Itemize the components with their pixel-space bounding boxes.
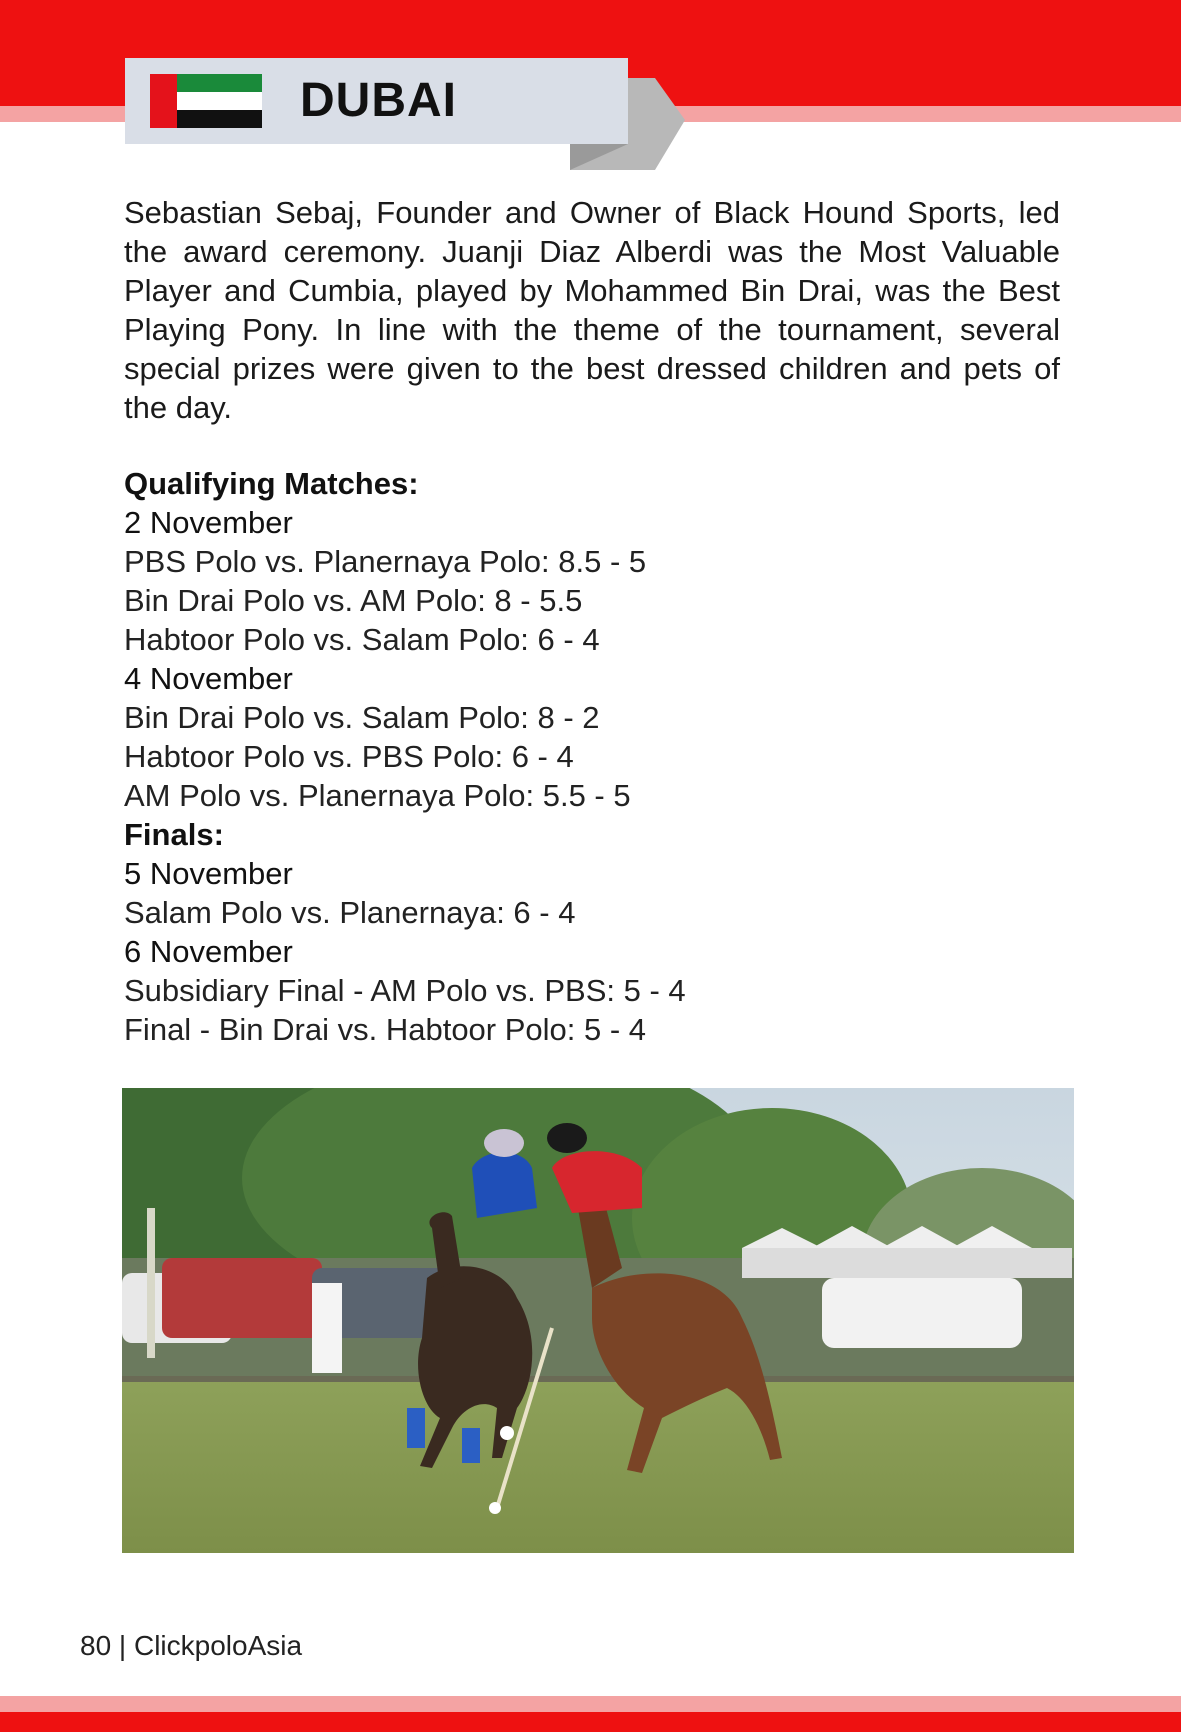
section-heading-finals: Finals:	[124, 817, 224, 852]
match-result: Final - Bin Drai vs. Habtoor Polo: 5 - 4	[124, 1012, 647, 1047]
match-result: PBS Polo vs. Planernaya Polo: 8.5 - 5	[124, 544, 647, 579]
match-result: Habtoor Polo vs. Salam Polo: 6 - 4	[124, 622, 600, 657]
match-result: Bin Drai Polo vs. Salam Polo: 8 - 2	[124, 700, 600, 735]
results-list	[124, 464, 1060, 1049]
match-date: 4 November	[124, 661, 293, 696]
intro-paragraph: Sebastian Sebaj, Founder and Owner of Black Hound Sports, led the award ceremony. Juanji Diaz Alberdi was the Most Valuable Player and Cumbia, played by Mohammed Bin Drai, was the Best Playing Pony. In line with the theme of the tournament, several special prizes were given to the best dressed children and pets of the day.	[124, 195, 1060, 425]
article-body	[124, 193, 1060, 1049]
footer-pink-stripe	[0, 1696, 1181, 1712]
footer-red-band	[0, 1712, 1181, 1732]
match-result: Subsidiary Final - AM Polo vs. PBS: 5 - 4	[124, 973, 686, 1008]
match-result: Habtoor Polo vs. PBS Polo: 6 - 4	[124, 739, 574, 774]
match-result: AM Polo vs. Planernaya Polo: 5.5 - 5	[124, 778, 631, 813]
match-date: 2 November	[124, 505, 293, 540]
match-result: Bin Drai Polo vs. AM Polo: 8 - 5.5	[124, 583, 583, 618]
polo-match-photo	[122, 1088, 1074, 1553]
match-date: 5 November	[124, 856, 293, 891]
uae-flag-icon	[150, 74, 262, 128]
match-date: 6 November	[124, 934, 293, 969]
page-footer: 80 | ClickpoloAsia	[80, 1630, 303, 1661]
title-banner	[125, 58, 628, 144]
page-title: DUBAI	[300, 74, 457, 127]
section-heading-qualifying: Qualifying Matches:	[124, 466, 419, 501]
match-result: Salam Polo vs. Planernaya: 6 - 4	[124, 895, 576, 930]
